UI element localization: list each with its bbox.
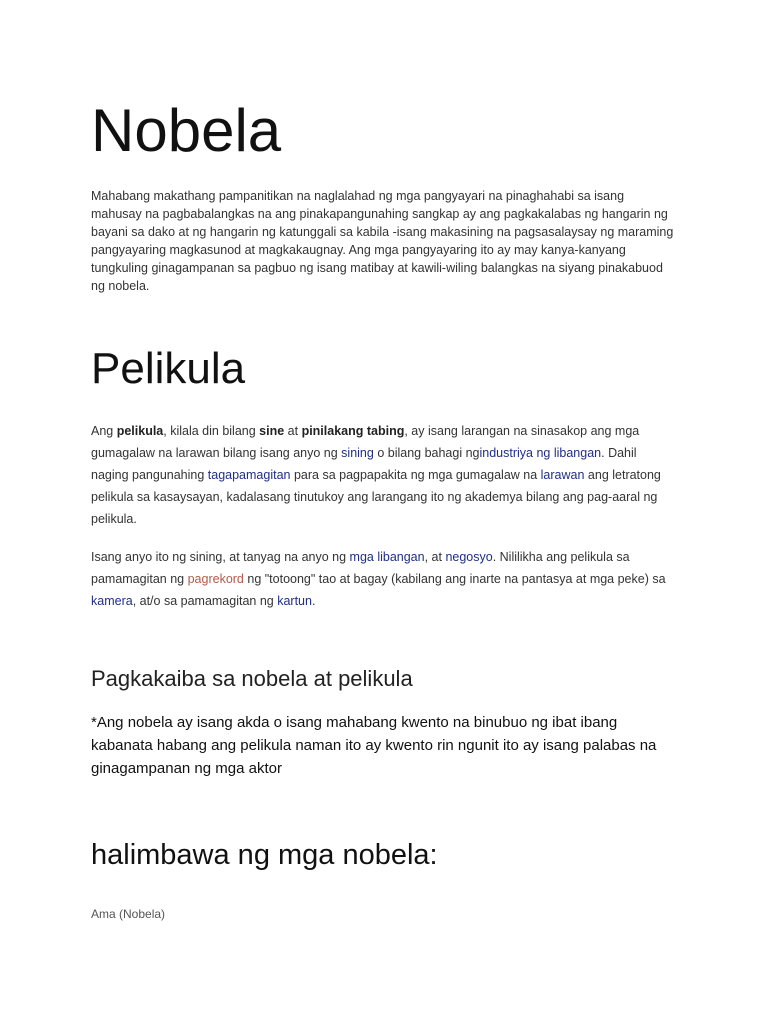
pelikula-paragraph-1 — [91, 420, 676, 530]
text-run: Isang anyo ito ng sining, at tanyag na anyo ng — [91, 550, 350, 564]
link-pagrekord[interactable]: pagrekord — [187, 572, 244, 586]
link-kamera[interactable]: kamera — [91, 594, 133, 608]
link-industriya-ng-libangan[interactable]: industriya ng libangan — [479, 446, 602, 460]
text-run: Ang — [91, 424, 117, 438]
title-pelikula: Pelikula — [91, 344, 246, 393]
text-run: ng "totoong" tao at bagay (kabilang ang inarte na pantasya at mga peke) sa — [243, 572, 666, 586]
bold-term-pinilakang-tabing: pinilakang tabing — [301, 424, 405, 438]
title-nobela: Nobela — [91, 97, 282, 164]
link-mga-libangan[interactable]: mga libangan — [349, 550, 425, 564]
pagkakaiba-paragraph: *Ang nobela ay isang akda o isang mahabang kwento na binubuo ng ibat ibang kabanata habang ang pelikula naman ito ay kwento rin ngunit ito ay isang palabas na ginagampanan ng mga aktor — [91, 714, 657, 777]
text-run: , at — [424, 550, 446, 564]
link-negosyo[interactable]: negosyo — [445, 550, 493, 564]
heading-halimbawa: halimbawa ng mga nobela: — [91, 839, 438, 871]
pelikula-paragraph-2 — [91, 546, 676, 612]
text-run: . Nililikha ang pelikula sa pamamagitan ng — [91, 550, 630, 586]
nobela-paragraph: Mahabang makathang pampanitikan na naglalahad ng mga pangyayari na pinaghahabi sa isang mahusay na pagbabalangkas na ang pinakapangunahing sangkap ay ang pagkakalabas ng hangarin ng bayani sa dako at ng hangarin ng katunggali sa kabila -isang makasining na pagsasalaysay ng maraming pangyayaring magkasunod at magkakaugnay. Ang mga pangyayaring ito ay may kanya-kanyang tungkuling ginagampanan sa pagbuo ng isang matibay at kawili-wiling balangkas na siyang pinakabuod ng nobela. — [91, 189, 674, 293]
heading-pagkakaiba: Pagkakaiba sa nobela at pelikula — [91, 666, 413, 691]
link-sining[interactable]: sining — [341, 446, 374, 460]
text-run: at — [284, 424, 302, 438]
text-run: o bilang bahagi ng — [373, 446, 480, 460]
bold-term-pelikula: pelikula — [116, 424, 164, 438]
text-run: , at/o sa pamamagitan ng — [132, 594, 278, 608]
link-kartun[interactable]: kartun — [277, 594, 312, 608]
text-run: para sa pagpapakita ng mga gumagalaw na — [290, 468, 541, 482]
link-tagapamagitan[interactable]: tagapamagitan — [207, 468, 291, 482]
text-run: . — [311, 594, 316, 608]
bold-term-sine: sine — [259, 424, 285, 438]
text-run: , kilala din bilang — [163, 424, 260, 438]
text-run: ang letratong pelikula sa kasaysayan, kadalasang tinutukoy ang larangang ito ng akademya bilang ang pag-aaral ng pelikula. — [91, 468, 661, 526]
text-run: , ay isang larangan na sinasakop ang mga gumagalaw na larawan bilang isang anyo ng — [91, 424, 640, 460]
text-run: . Dahil naging pangunahing — [91, 446, 637, 482]
halimbawa-item: Ama (Nobela) — [91, 907, 166, 921]
link-larawan[interactable]: larawan — [540, 468, 585, 482]
